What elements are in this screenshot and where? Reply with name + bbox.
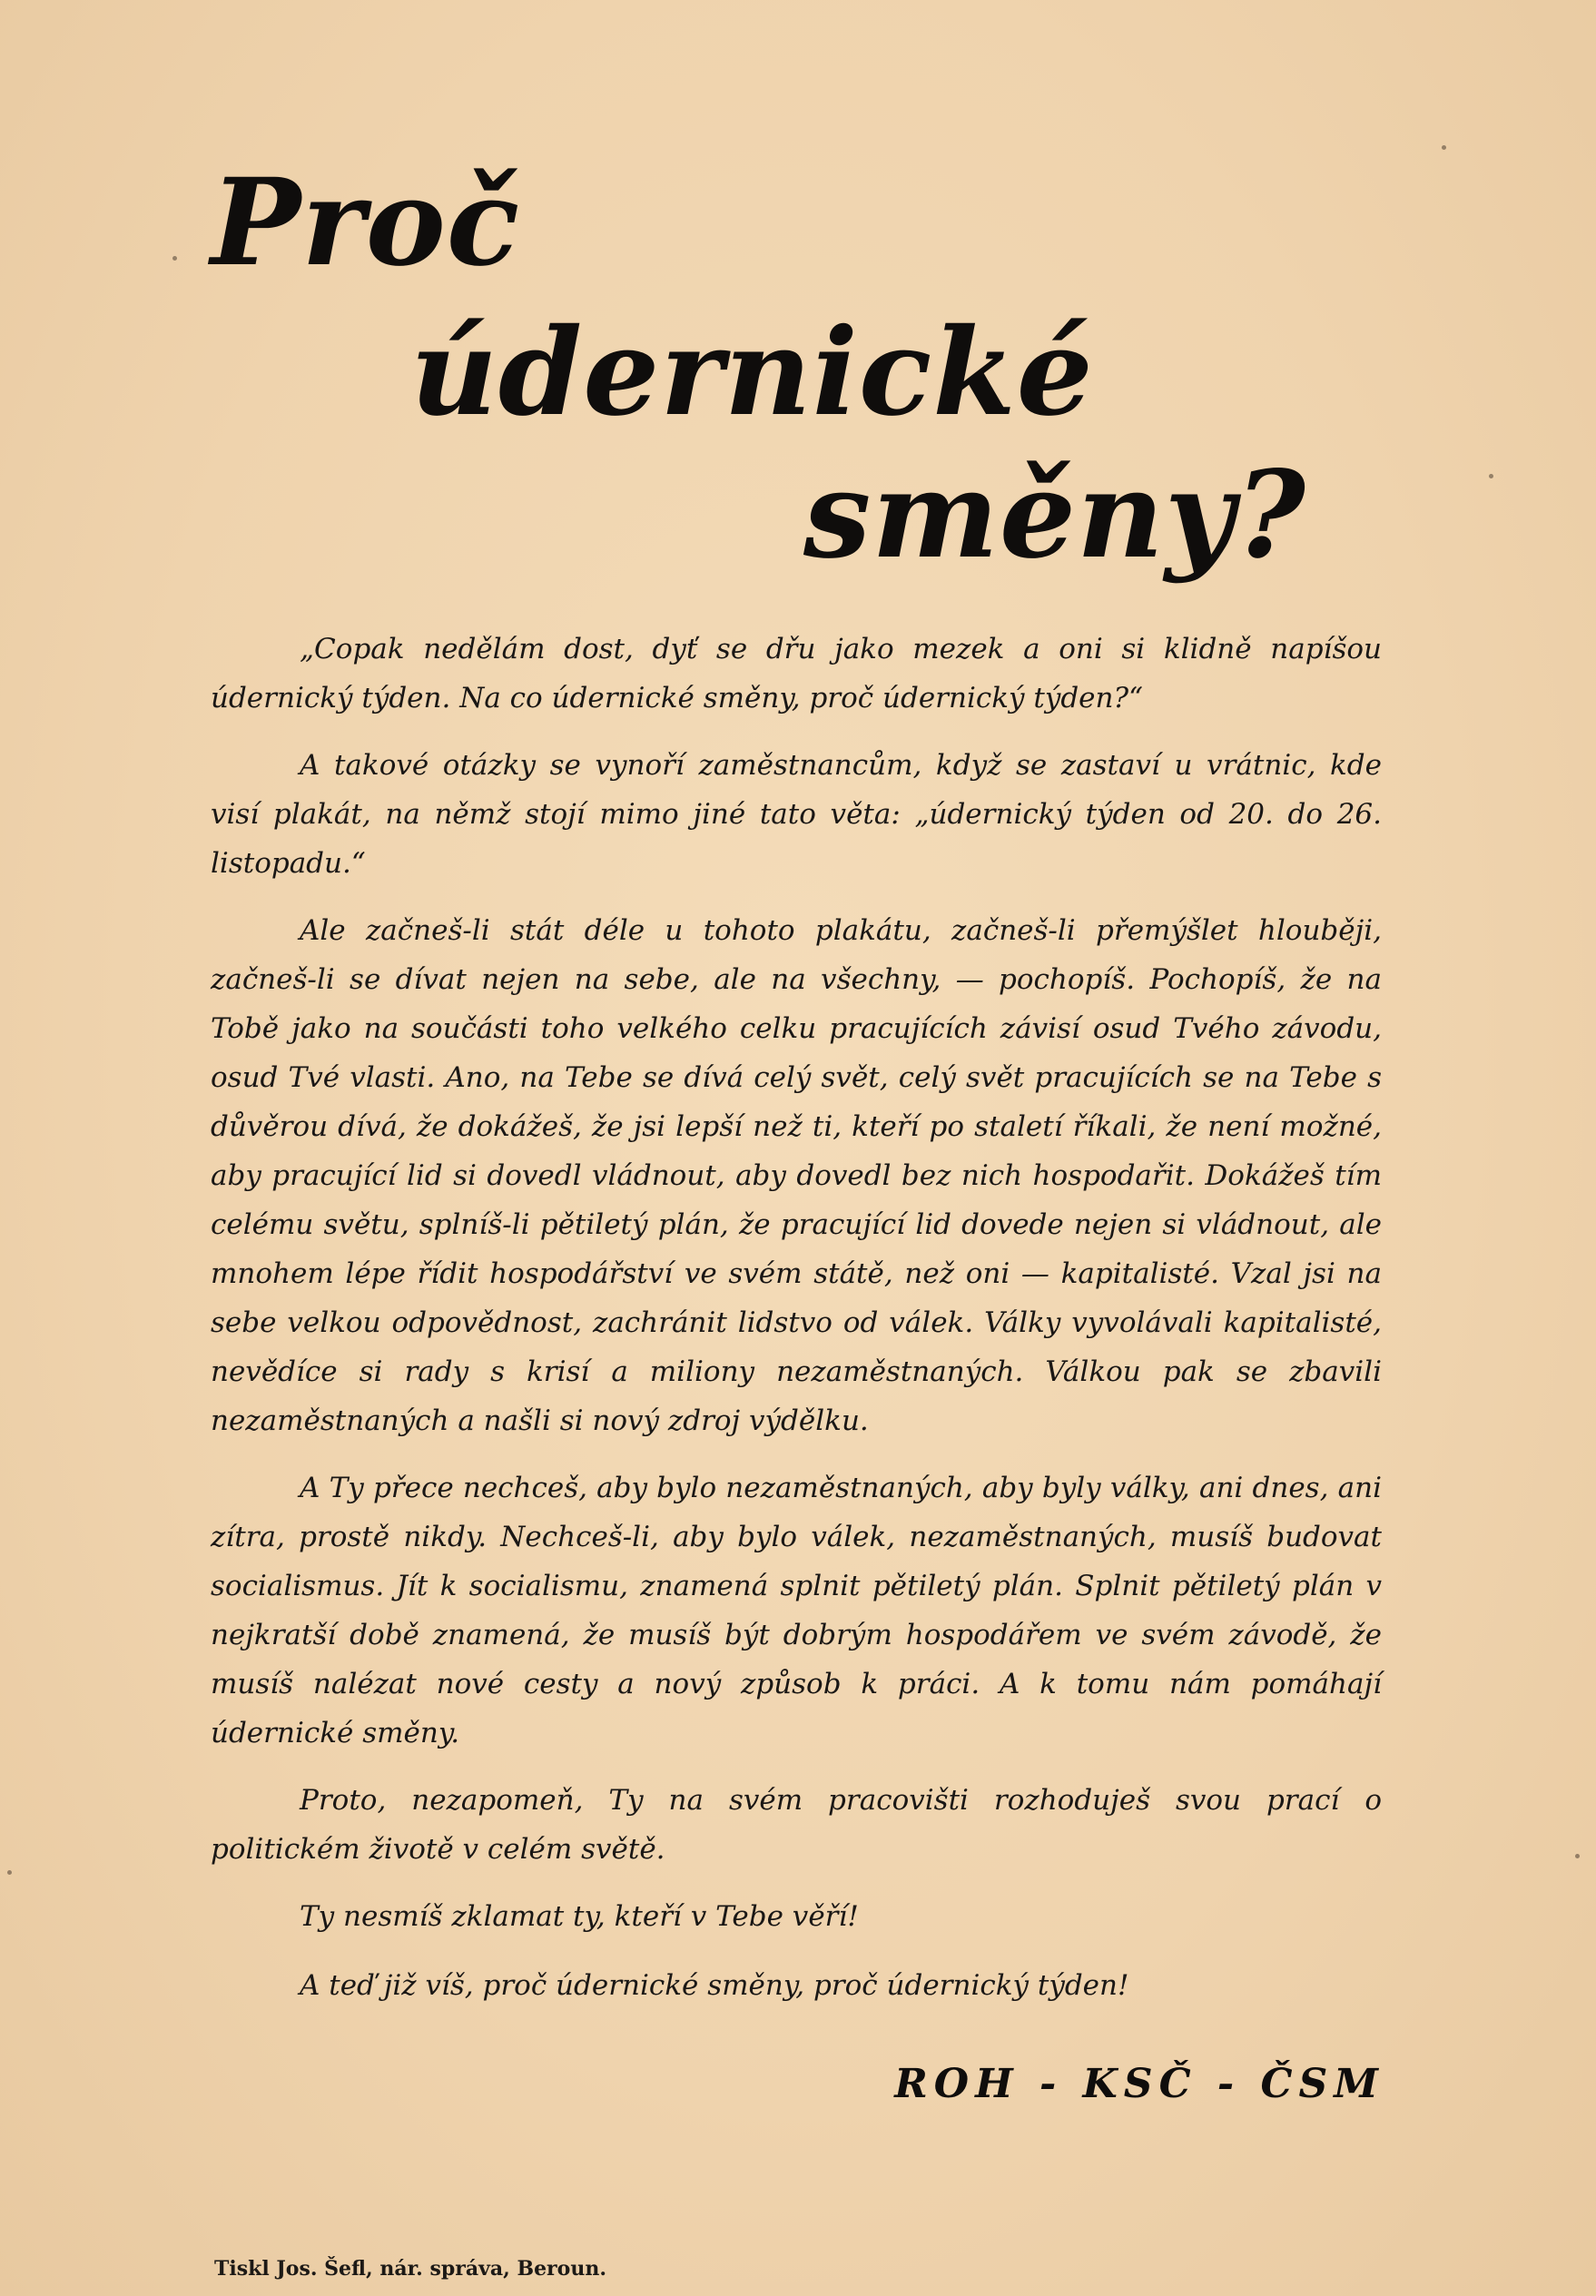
body-text [211,625,1382,2030]
paper-speck [1442,145,1446,150]
paragraph-socialism: A Ty přece nechceš, aby bylo nezaměstnaných, aby byly války, ani dnes, ani zítra, prostě nikdy. Nechceš-li, aby bylo válek, nezaměstnaných, musíš budovat socialismus. Jít k socialismu, znamená splnit pětiletý plán. Splnit pětiletý plán v nejkratší době znamená, že musíš být dobrým hospodářem ve svém závodě, že musíš nalézat nové cesty a nový způsob k práci. A k tomu nám pomáhají údernické směny. [211,1472,1382,1749]
paragraph-quote: „Copak nedělám dost, dyť se dřu jako mezek a oni si klidně napíšou údernický týden. Na co údernické směny, proč údernický týden?“ [211,633,1382,714]
paragraph-understanding: Ale začneš-li stát déle u tohoto plakátu, začneš-li přemýšlet hlouběji, začneš-li se dívat nejen na sebe, ale na všechny, — pochopíš. Pochopíš, že na Tobě jako na součásti toho velkého celku pracujících závisí osud Tvého závodu, osud Tvé vlasti. Ano, na Tebe se dívá celý svět, celý svět pracujících se na Tebe s důvěrou dívá, že dokážeš, že jsi lepší než ti, kteří po staletí říkali, že není možné, aby pracující lid si dovedl vládnout, aby dovedl bez nich hospodařit. Dokážeš tím celému světu, splníš-li pětiletý plán, že pracující lid dovede nejen si vládnout, ale mnohem lépe řídit hospodářství ve svém státě, než oni — kapitalisté. Vzal jsi na sebe velkou odpovědnost, zachránit lidstvo od válek. Války vyvolávali kapitalisté, nevědíce si rady s krisí a miliony nezaměstnaných. Válkou pak se zbavili nezaměstnaných a našli si nový zdroj výdělku. [211,914,1382,1437]
paper-speck [1575,1854,1580,1858]
printer-imprint: Tiskl Jos. Šefl, nár. správa, Beroun. [214,2257,606,2281]
paragraph-questions: A takové otázky se vynoří zaměstnancům, když se zastaví u vrátnic, kde visí plakát, na němž stojí mimo jiné tato věta: „údernický týden od 20. do 26. listopadu.“ [211,749,1382,880]
paper-speck [172,256,177,261]
paper-speck [7,1870,12,1875]
title-line-1: Proč [211,153,521,293]
title-line-2: údernické [410,302,1094,443]
signature: ROH - KSČ - ČSM [894,2061,1384,2107]
title-line-3: směny? [803,445,1306,586]
paragraph-conclusion: A teď již víš, proč údernické směny, proč údernický týden! [300,1969,1129,2002]
paper-speck [1489,474,1493,478]
paragraph-dont-forget: Proto, nezapomeň, Ty na svém pracovišti rozhoduješ svou prací o politickém životě v celém světě. [211,1784,1382,1866]
paragraph-trust: Ty nesmíš zklamat ty, kteří v Tebe věří! [300,1900,859,1933]
